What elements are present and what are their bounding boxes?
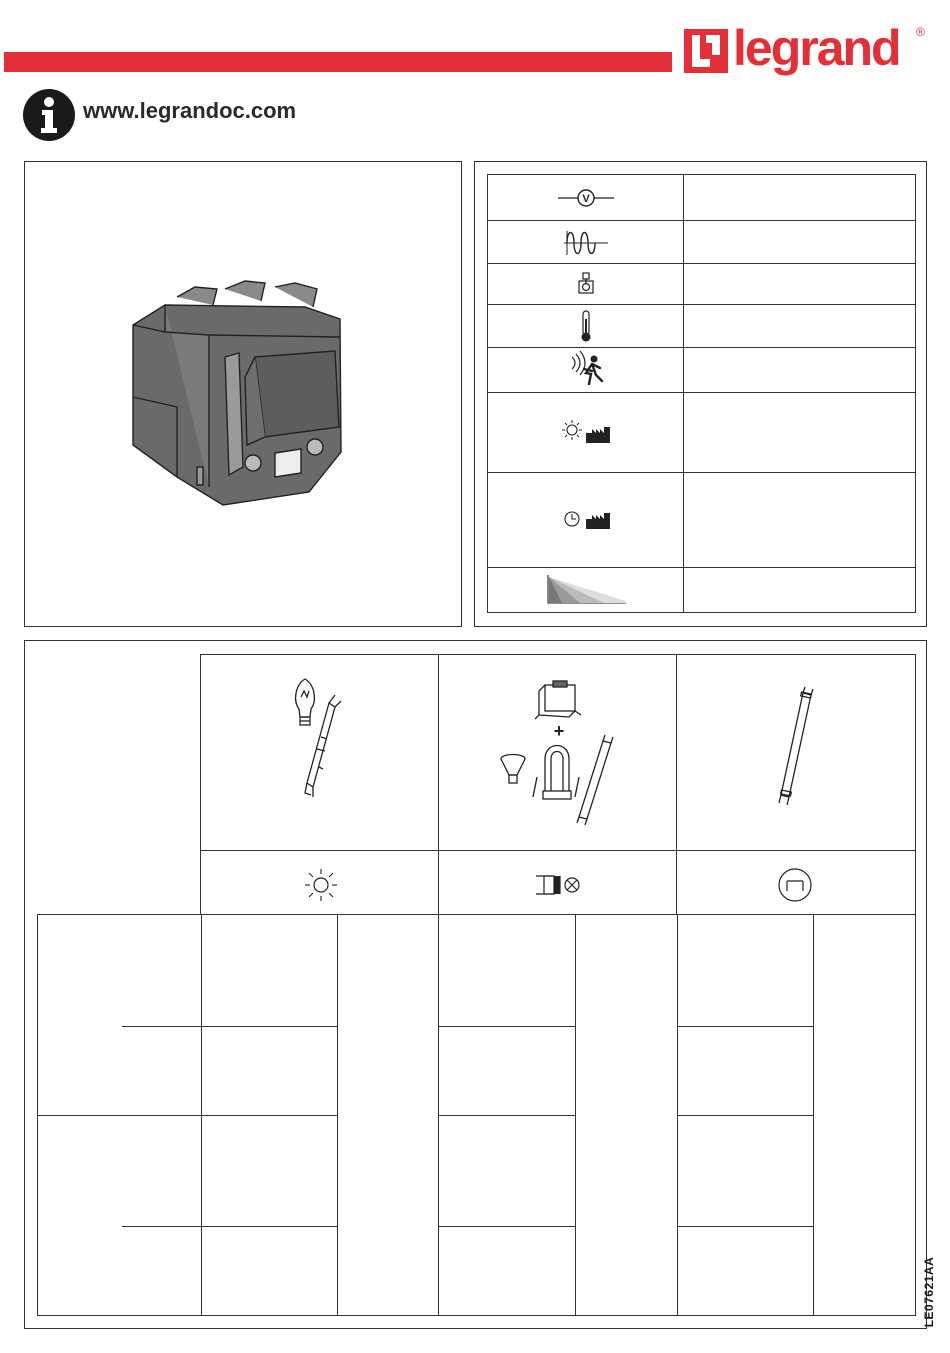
brand-name: legrand — [733, 20, 900, 76]
sine-wave-icon — [564, 227, 608, 259]
load-ratings-grid — [37, 914, 916, 1316]
document-code: LE07621AA — [922, 1256, 936, 1328]
legrand-logo-mark-icon — [684, 29, 728, 73]
specifications-table — [487, 174, 916, 613]
time-delay-icon — [562, 507, 612, 531]
thermometer-icon — [579, 309, 593, 343]
transformer-elv-halogen-fluorescent-icon — [499, 679, 623, 825]
legrand-logo — [684, 20, 932, 87]
svg-text:V: V — [582, 193, 590, 205]
detection-range-icon — [544, 573, 628, 605]
info-icon — [22, 88, 76, 142]
load-type-header — [200, 654, 916, 915]
transformer-symbol-icon — [536, 873, 586, 897]
fluorescent-tube-icon — [773, 685, 823, 809]
voltage-icon — [558, 187, 614, 209]
website-link[interactable]: www.legrandoc.com — [83, 98, 297, 123]
fluorescent-symbol-icon — [777, 867, 813, 903]
header-red-bar — [4, 52, 672, 72]
motion-sensor-module-drawing — [125, 277, 365, 512]
registered-mark: ® — [916, 25, 925, 39]
motion-detection-icon — [568, 351, 606, 389]
incandescent-halogen-lamps-icon — [291, 677, 351, 801]
screw-terminal-icon — [576, 271, 596, 297]
lamp-symbol-icon — [303, 867, 339, 903]
lux-setting-icon — [562, 419, 612, 445]
product-panel — [24, 161, 462, 627]
svg-text:+: + — [553, 721, 565, 741]
